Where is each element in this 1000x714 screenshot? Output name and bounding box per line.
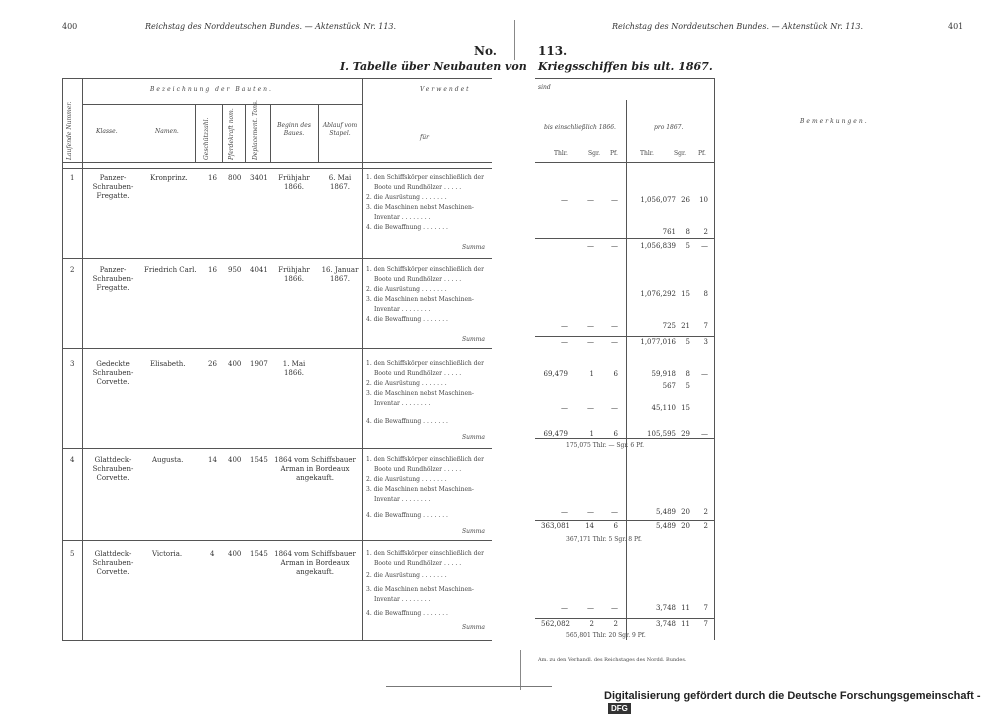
cell-pf-2: 3 [703, 338, 708, 346]
use-line: Boote und Rundhölzer . . . . . [374, 370, 462, 377]
use-line: 4. die Bewaffnung . . . . . . . [366, 224, 448, 231]
use-line: Inventar . . . . . . . . [374, 306, 431, 313]
cell-sgr-1: — [587, 404, 594, 412]
cell-pf-2: 2 [703, 228, 708, 236]
row-klasse: Glattdeck-Schrauben-Corvette. [92, 550, 134, 576]
cell-sgr-2: 26 [681, 196, 690, 204]
cell-thlr-2: 725 [662, 322, 676, 330]
row-number: 3 [70, 360, 75, 368]
use-line: 1. den Schiffskörper einschließlich der [366, 456, 484, 463]
cell-sgr-2: 20 [681, 522, 690, 530]
row-guns: 16 [208, 174, 217, 182]
use-line: Inventar . . . . . . . . [374, 596, 431, 603]
cell-thlr-2: 3,748 [655, 620, 676, 628]
use-line: 3. die Maschinen nebst Maschinen- [366, 586, 474, 593]
cell-thlr-2: 1,056,077 [640, 196, 676, 204]
left-no-label: No. [474, 44, 497, 58]
row-guns: 4 [210, 550, 215, 558]
row-klasse: Panzer-Schrauben-Fregatte. [92, 266, 134, 292]
cell-thlr-1: 562,082 [541, 620, 570, 628]
use-line: 4. die Bewaffnung . . . . . . . [366, 316, 448, 323]
cell-sgr-1: — [587, 338, 594, 346]
row-name: Elisabeth. [150, 360, 186, 368]
cell-pf-1: 2 [613, 620, 618, 628]
use-line: Inventar . . . . . . . . [374, 496, 431, 503]
header-bis: bis einschließlich 1866. [544, 124, 616, 131]
summa-label: Summa [462, 624, 485, 631]
dfg-logo: DFG [608, 703, 631, 714]
cell-pf-1: — [611, 404, 618, 412]
cell-thlr-1: — [561, 322, 568, 330]
cell-pf-1: — [611, 196, 618, 204]
cell-sgr-1: 2 [589, 620, 594, 628]
row-hp: 400 [228, 550, 242, 558]
cell-thlr-1: — [561, 604, 568, 612]
cell-pf-2: 7 [703, 620, 708, 628]
cell-pf-2: 8 [703, 290, 708, 298]
cell-sgr-1: — [587, 604, 594, 612]
row-number: 1 [70, 174, 75, 182]
cell-thlr-2: 59,918 [651, 370, 676, 378]
row-klasse: Gedeckte Schrauben-Corvette. [92, 360, 134, 386]
cell-sgr-1: 14 [585, 522, 594, 530]
total-line: 367,171 Thlr. 5 Sgr. 8 Pf. [566, 536, 642, 543]
cell-sgr-2: 5 [685, 382, 690, 390]
header-sgr-2: Sgr. [674, 150, 687, 157]
cell-pf-1: — [611, 508, 618, 516]
use-line: 4. die Bewaffnung . . . . . . . [366, 610, 448, 617]
row-guns: 14 [208, 456, 217, 464]
left-running-head: Reichstag des Norddeutschen Bundes. — Aktenstück Nr. 113. [145, 22, 397, 31]
left-page-number: 400 [62, 22, 78, 31]
header-pferdekraft: Pferdekraft nom. [228, 108, 235, 160]
row-number: 4 [70, 456, 75, 464]
cell-pf-1: 6 [613, 522, 618, 530]
cell-sgr-2: 5 [685, 338, 690, 346]
use-line: 3. die Maschinen nebst Maschinen- [366, 486, 474, 493]
cell-pf-2: — [701, 370, 708, 378]
cell-thlr-1: — [561, 404, 568, 412]
header-ablauf: Ablauf vom Stapel. [322, 122, 358, 137]
cell-thlr-2: 5,489 [655, 508, 676, 516]
cell-sgr-2: 15 [681, 290, 690, 298]
cell-thlr-2: 1,077,016 [640, 338, 676, 346]
use-line: 1. den Schiffskörper einschließlich der [366, 550, 484, 557]
row-beginn: 1864 vom Schiffsbauer Arman in Bordeaux angekauft. [274, 456, 356, 482]
use-line: Boote und Rundhölzer . . . . . [374, 276, 462, 283]
cell-sgr-1: 1 [589, 430, 594, 438]
cell-sgr-1: 1 [589, 370, 594, 378]
header-thlr-1: Thlr. [554, 150, 568, 157]
use-line: 4. die Bewaffnung . . . . . . . [366, 512, 448, 519]
row-name: Victoria. [152, 550, 183, 558]
total-line: 565,801 Thlr. 20 Sgr. 9 Pf. [566, 632, 646, 639]
row-hp: 950 [228, 266, 242, 274]
row-name: Augusta. [152, 456, 184, 464]
header-sgr-1: Sgr. [588, 150, 601, 157]
header-pf-2: Pf. [698, 150, 706, 157]
digitization-footer [604, 690, 1000, 714]
use-line: 2. die Ausrüstung . . . . . . . [366, 286, 447, 293]
total-line: 175,075 Thlr. — Sgr. 6 Pf. [566, 442, 645, 449]
cell-sgr-1: — [587, 322, 594, 330]
cell-pf-1: 6 [613, 370, 618, 378]
cell-sgr-1: — [587, 196, 594, 204]
row-ablauf: 16. Januar 1867. [321, 266, 359, 283]
use-line: 2. die Ausrüstung . . . . . . . [366, 194, 447, 201]
summa-label: Summa [462, 336, 485, 343]
header-deplacement: Deplacement. Tons. [252, 100, 259, 160]
cell-thlr-2: 105,595 [647, 430, 676, 438]
cell-pf-2: — [701, 242, 708, 250]
left-title: I. Tabelle über Neubauten von [340, 60, 527, 73]
row-number: 5 [70, 550, 75, 558]
use-line: 4. die Bewaffnung . . . . . . . [366, 418, 448, 425]
cell-thlr-1: — [561, 508, 568, 516]
use-line: 2. die Ausrüstung . . . . . . . [366, 380, 447, 387]
cell-sgr-2: 11 [681, 620, 690, 628]
cell-thlr-1: — [561, 338, 568, 346]
cell-pf-1: — [611, 242, 618, 250]
header-laufende: Laufende Nummer. [66, 101, 73, 160]
summa-label: Summa [462, 434, 485, 441]
cell-sgr-2: 29 [681, 430, 690, 438]
row-hp: 800 [228, 174, 242, 182]
cell-sgr-2: 8 [685, 370, 690, 378]
header-pf-1: Pf. [610, 150, 618, 157]
cell-sgr-1: — [587, 508, 594, 516]
use-line: Boote und Rundhölzer . . . . . [374, 466, 462, 473]
cell-sgr-2: 20 [681, 508, 690, 516]
cell-thlr-2: 1,056,839 [640, 242, 676, 250]
use-line: 1. den Schiffskörper einschließlich der [366, 266, 484, 273]
header-bemerkungen: Bemerkungen. [800, 118, 869, 125]
use-line: 2. die Ausrüstung . . . . . . . [366, 476, 447, 483]
row-name: Kronprinz. [150, 174, 188, 182]
cell-pf-1: — [611, 338, 618, 346]
use-line: 3. die Maschinen nebst Maschinen- [366, 204, 474, 211]
cell-thlr-2: 5,489 [655, 522, 676, 530]
header-verwendet: Verwendet [420, 86, 471, 93]
row-tons: 4041 [250, 266, 268, 274]
row-tons: 1907 [250, 360, 268, 368]
right-running-head: Reichstag des Norddeutschen Bundes. — Aktenstück Nr. 113. [612, 22, 864, 31]
use-line: Boote und Rundhölzer . . . . . [374, 560, 462, 567]
cell-pf-2: 7 [703, 604, 708, 612]
use-line: 3. die Maschinen nebst Maschinen- [366, 390, 474, 397]
row-number: 2 [70, 266, 75, 274]
use-line: 2. die Ausrüstung . . . . . . . [366, 572, 447, 579]
row-klasse: Panzer-Schrauben-Fregatte. [92, 174, 134, 200]
footer-text: Digitalisierung gefördert durch die Deutsche Forschungsgemeinschaft - [604, 690, 981, 702]
cell-pf-2: 10 [699, 196, 708, 204]
cell-thlr-2: 45,110 [651, 404, 676, 412]
cell-thlr-1: 69,479 [543, 430, 568, 438]
cell-thlr-1: 363,081 [541, 522, 570, 530]
use-line: 1. den Schiffskörper einschließlich der [366, 360, 484, 367]
cell-thlr-2: 761 [662, 228, 676, 236]
header-thlr-2: Thlr. [640, 150, 654, 157]
cell-sgr-2: 5 [685, 242, 690, 250]
header-sind: sind [538, 84, 551, 91]
header-beginn: Beginn des Baues. [277, 122, 311, 137]
row-guns: 16 [208, 266, 217, 274]
cell-pf-2: 2 [703, 508, 708, 516]
row-hp: 400 [228, 360, 242, 368]
row-hp: 400 [228, 456, 242, 464]
cell-pf-2: — [701, 430, 708, 438]
cell-sgr-2: 8 [685, 228, 690, 236]
cell-thlr-2: 1,076,292 [640, 290, 676, 298]
row-guns: 26 [208, 360, 217, 368]
header-bezeichnung: Bezeichnung der Bauten. [150, 86, 273, 93]
cell-sgr-1: — [587, 242, 594, 250]
cell-pf-1: 6 [613, 430, 618, 438]
cell-pf-1: — [611, 604, 618, 612]
row-ablauf: 6. Mai 1867. [328, 174, 352, 191]
row-beginn: Frühjahr 1866. [278, 266, 310, 283]
cell-pf-2: 7 [703, 322, 708, 330]
use-line: 1. den Schiffskörper einschließlich der [366, 174, 484, 181]
right-title: Kriegsschiffen bis ult. 1867. [538, 60, 713, 73]
row-klasse: Glattdeck-Schrauben-Corvette. [92, 456, 134, 482]
right-page-number: 401 [948, 22, 964, 31]
header-pro: pro 1867. [654, 124, 684, 131]
cell-thlr-1: — [561, 196, 568, 204]
header-geschuetze: Geschützzahl. [203, 117, 210, 160]
cell-pf-1: — [611, 322, 618, 330]
summa-label: Summa [462, 528, 485, 535]
use-line: Inventar . . . . . . . . [374, 400, 431, 407]
cell-pf-2: 2 [703, 522, 708, 530]
row-tons: 3401 [250, 174, 268, 182]
summa-label: Summa [462, 244, 485, 251]
footnote: Am. zu den Verhandl. des Reichstages des Nordd. Bundes. [538, 657, 687, 663]
row-name: Friedrich Carl. [144, 266, 197, 274]
use-line: Inventar . . . . . . . . [374, 214, 431, 221]
header-fuer: für [420, 134, 429, 141]
cell-sgr-2: 21 [681, 322, 690, 330]
cell-thlr-2: 567 [662, 382, 676, 390]
cell-sgr-2: 11 [681, 604, 690, 612]
cell-thlr-1: 69,479 [543, 370, 568, 378]
cell-thlr-2: 3,748 [655, 604, 676, 612]
cell-sgr-2: 15 [681, 404, 690, 412]
header-namen: Namen. [155, 128, 179, 135]
row-beginn: Frühjahr 1866. [278, 174, 310, 191]
use-line: 3. die Maschinen nebst Maschinen- [366, 296, 474, 303]
use-line: Boote und Rundhölzer . . . . . [374, 184, 462, 191]
row-beginn: 1. Mai 1866. [282, 360, 306, 377]
right-no-label: 113. [538, 44, 568, 58]
row-tons: 1545 [250, 456, 268, 464]
header-klasse: Klasse. [96, 128, 118, 135]
row-tons: 1545 [250, 550, 268, 558]
row-beginn: 1864 vom Schiffsbauer Arman in Bordeaux angekauft. [274, 550, 356, 576]
